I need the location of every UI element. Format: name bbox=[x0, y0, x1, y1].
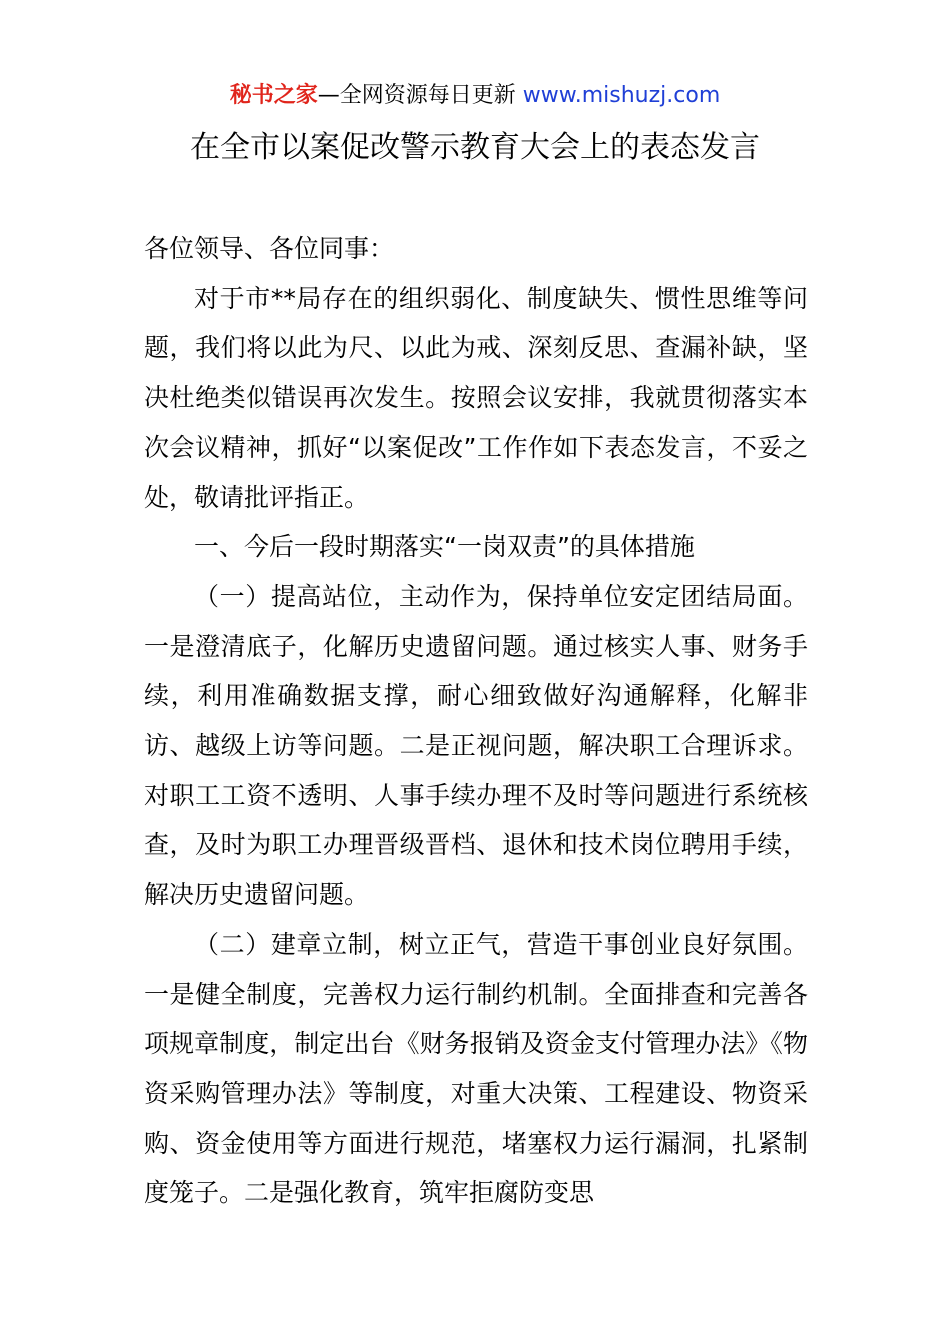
brand-name: 秘书之家 bbox=[229, 83, 318, 108]
salutation: 各位领导、各位同事： bbox=[144, 234, 395, 263]
paragraph-subsection-2: （二）建章立制，树立正气，营造干事创业良好氛围。一是健全制度，完善权力运行制约机制。全面排查和完善各项规章制度，制定出台《财务报销及资金支付管理办法》《物资采购管理办法》等制度，对重大决策、工程建设、物资采购、资金使用等方面进行规范，堵塞权力运行漏洞，扎紧制度笼子。二是强化教育，筑牢拒腐防变思 bbox=[144, 929, 808, 1208]
paragraph-subsection-1: （一）提高站位，主动作为，保持单位安定团结局面。一是澄清底子，化解历史遗留问题。通过核实人事、财务手续，利用准确数据支撑，耐心细致做好沟通解释，化解非访、越级上访等问题。二是正视问题，解决职工合理诉求。对职工工资不透明、人事手续办理不及时等问题进行系统核查，及时为职工办理晋级晋档、退休和技术岗位聘用手续，解决历史遗留问题。 bbox=[144, 581, 808, 910]
paragraph-intro: 对于市**局存在的组织弱化、制度缺失、惯性思维等问题，我们将以此为尺、以此为戒、深刻反思、查漏补缺，坚决杜绝类似错误再次发生。按照会议安排，我就贯彻落实本次会议精神，抓好“以案促改”工作作如下表态发言，不妥之处，敬请批评指正。 bbox=[144, 283, 808, 512]
site-header bbox=[0, 80, 950, 112]
section-heading-1: 一、今后一段时期落实“一岗双责”的具体措施 bbox=[194, 532, 695, 562]
document-body bbox=[144, 224, 808, 1218]
document-title: 在全市以案促改警示教育大会上的表态发言 bbox=[190, 130, 760, 165]
site-url-link[interactable]: www.mishuzj.com bbox=[522, 83, 721, 108]
header-tagline: —全网资源每日更新 bbox=[317, 83, 523, 108]
